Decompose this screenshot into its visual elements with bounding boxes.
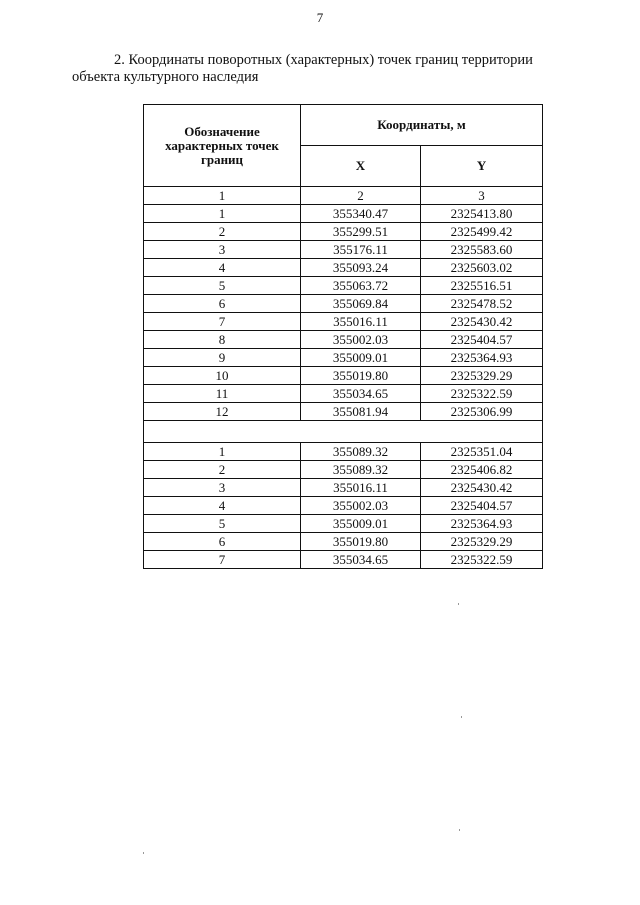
coordinates-table (143, 104, 543, 569)
point-cell: 6 (144, 533, 301, 551)
header-coordinates: Координаты, м (301, 105, 543, 146)
scan-speck (459, 829, 460, 831)
y-cell: 2325430.42 (421, 479, 543, 497)
point-cell: 11 (144, 385, 301, 403)
x-cell: 355299.51 (301, 223, 421, 241)
point-cell: 4 (144, 497, 301, 515)
x-cell: 355340.47 (301, 205, 421, 223)
table-row (144, 205, 543, 223)
group-separator-cell (144, 421, 543, 443)
point-cell: 4 (144, 259, 301, 277)
x-cell: 355063.72 (301, 277, 421, 295)
group-separator-row (144, 421, 543, 443)
table-row (144, 313, 543, 331)
x-cell: 355034.65 (301, 385, 421, 403)
y-cell: 2325516.51 (421, 277, 543, 295)
y-cell: 2325329.29 (421, 367, 543, 385)
y-cell: 2325603.02 (421, 259, 543, 277)
y-cell: 2325306.99 (421, 403, 543, 421)
y-cell: 2325499.42 (421, 223, 543, 241)
x-cell: 355034.65 (301, 551, 421, 569)
table-row (144, 515, 543, 533)
point-cell: 7 (144, 551, 301, 569)
point-cell: 1 (144, 443, 301, 461)
x-cell: 355176.11 (301, 241, 421, 259)
y-cell: 2325329.29 (421, 533, 543, 551)
scan-speck (461, 716, 462, 718)
y-cell: 2325364.93 (421, 515, 543, 533)
table-row (144, 241, 543, 259)
table-row (144, 349, 543, 367)
x-cell: 355069.84 (301, 295, 421, 313)
y-cell: 2325430.42 (421, 313, 543, 331)
y-cell: 2325404.57 (421, 331, 543, 349)
point-cell: 10 (144, 367, 301, 385)
header-y: Y (421, 146, 543, 187)
table-row (144, 259, 543, 277)
header-x: X (301, 146, 421, 187)
table-row (144, 551, 543, 569)
x-cell: 355002.03 (301, 331, 421, 349)
point-cell: 8 (144, 331, 301, 349)
table-row (144, 277, 543, 295)
y-cell: 2325322.59 (421, 385, 543, 403)
section-heading (72, 52, 572, 86)
point-cell: 3 (144, 241, 301, 259)
point-cell: 5 (144, 515, 301, 533)
x-cell: 355009.01 (301, 349, 421, 367)
table-row (144, 461, 543, 479)
table-row (144, 223, 543, 241)
table-row (144, 385, 543, 403)
numbering-row (144, 187, 543, 205)
y-cell: 2325364.93 (421, 349, 543, 367)
table-body (144, 187, 543, 569)
point-cell: 2 (144, 223, 301, 241)
point-cell: 3 (144, 479, 301, 497)
table-row (144, 497, 543, 515)
x-cell: 355002.03 (301, 497, 421, 515)
x-cell: 355009.01 (301, 515, 421, 533)
point-cell: 2 (144, 461, 301, 479)
point-cell: 7 (144, 313, 301, 331)
numbering-cell: 2 (301, 187, 421, 205)
table-row (144, 331, 543, 349)
numbering-cell: 1 (144, 187, 301, 205)
y-cell: 2325404.57 (421, 497, 543, 515)
point-cell: 1 (144, 205, 301, 223)
y-cell: 2325478.52 (421, 295, 543, 313)
page-number: 7 (316, 10, 324, 25)
x-cell: 355081.94 (301, 403, 421, 421)
heading-line-1: 2. Координаты поворотных (характерных) точек границ территории (114, 52, 533, 68)
scan-speck (143, 852, 144, 854)
x-cell: 355089.32 (301, 443, 421, 461)
x-cell: 355089.32 (301, 461, 421, 479)
header-point-designation: Обозначение характерных точек границ (144, 105, 301, 187)
table-row (144, 533, 543, 551)
y-cell: 2325322.59 (421, 551, 543, 569)
table-row (144, 367, 543, 385)
numbering-cell: 3 (421, 187, 543, 205)
y-cell: 2325413.80 (421, 205, 543, 223)
point-cell: 9 (144, 349, 301, 367)
table-row (144, 443, 543, 461)
y-cell: 2325406.82 (421, 461, 543, 479)
point-cell: 12 (144, 403, 301, 421)
table-row (144, 479, 543, 497)
x-cell: 355016.11 (301, 479, 421, 497)
x-cell: 355019.80 (301, 367, 421, 385)
point-cell: 5 (144, 277, 301, 295)
heading-line-2: объекта культурного наследия (72, 69, 259, 85)
scan-speck (458, 603, 459, 605)
y-cell: 2325351.04 (421, 443, 543, 461)
y-cell: 2325583.60 (421, 241, 543, 259)
x-cell: 355093.24 (301, 259, 421, 277)
x-cell: 355019.80 (301, 533, 421, 551)
table-row (144, 295, 543, 313)
x-cell: 355016.11 (301, 313, 421, 331)
point-cell: 6 (144, 295, 301, 313)
table-row (144, 403, 543, 421)
